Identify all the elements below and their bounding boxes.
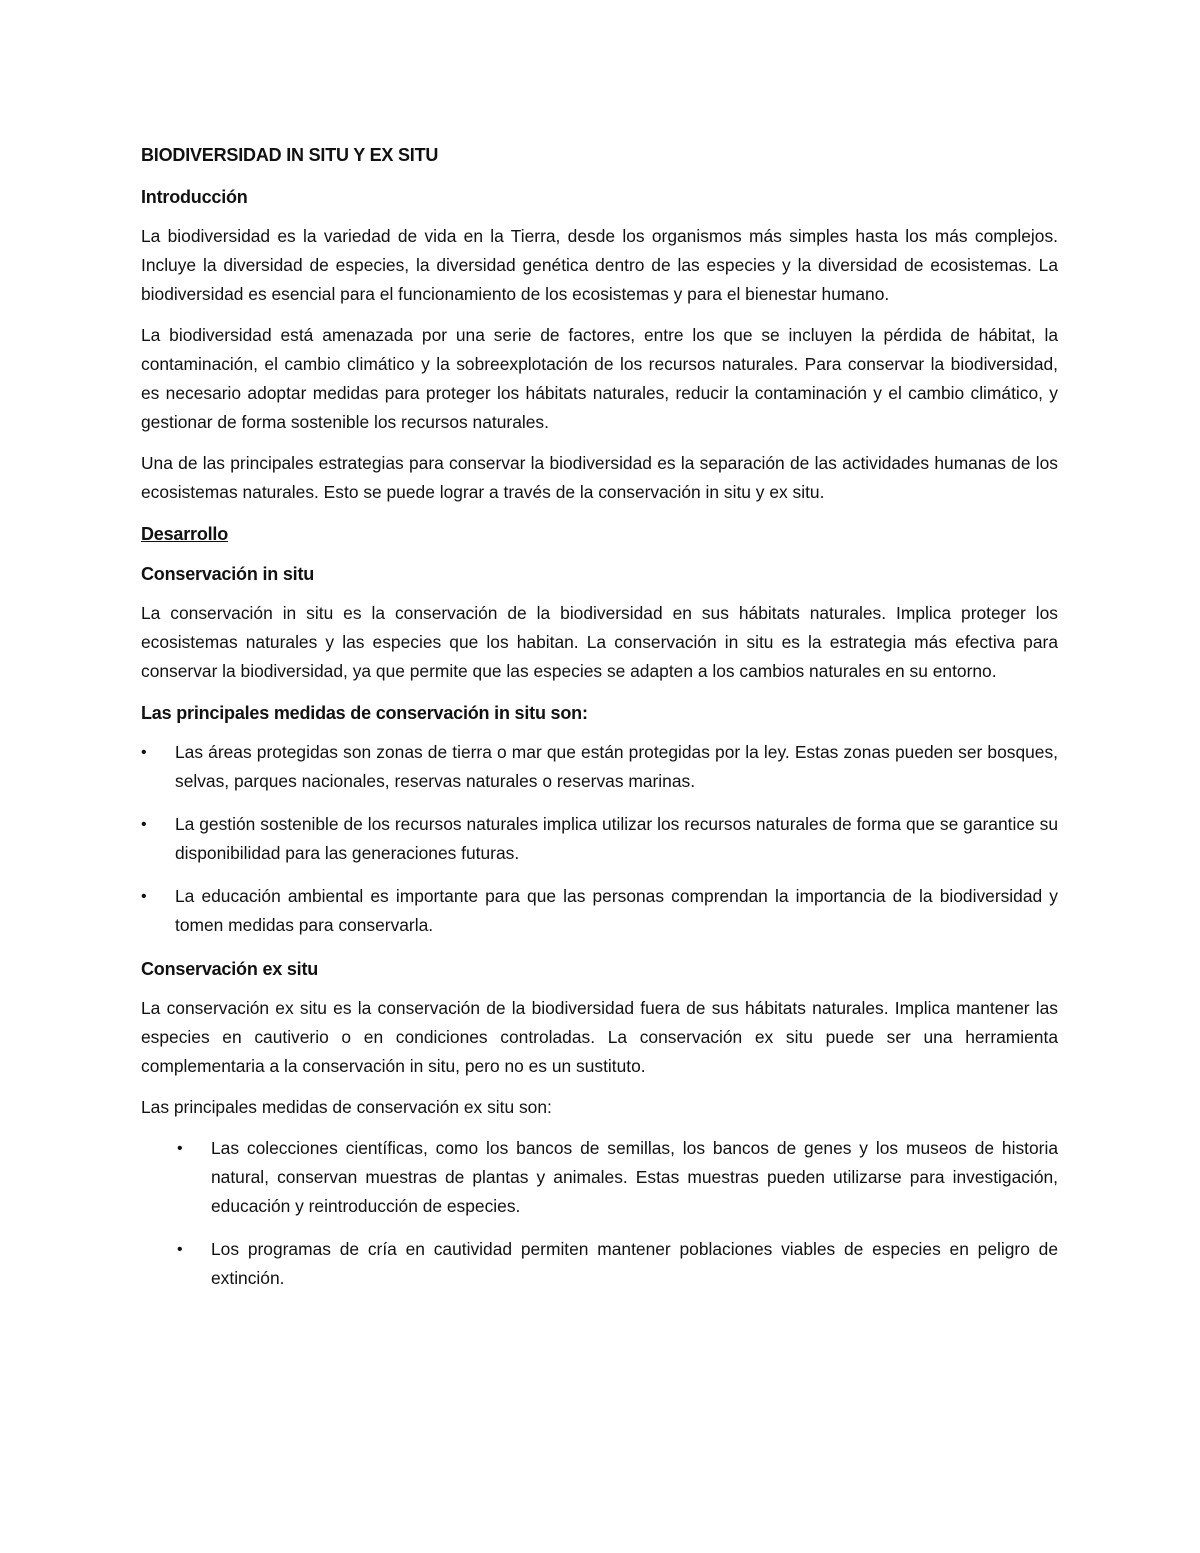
- intro-paragraph: Una de las principales estrategias para conservar la biodiversidad es la separación de las actividades humanas de los ecosistemas naturales. Esto se puede lograr a través de la conservación in situ y ex situ.: [141, 453, 1058, 502]
- list-item: [141, 810, 1058, 868]
- development-heading: Desarrollo: [141, 524, 229, 544]
- intro-paragraph: La biodiversidad está amenazada por una serie de factores, entre los que se incluyen la pérdida de hábitat, la contaminación, el cambio climático y la sobreexplotación de los recursos naturales. Para conservar la biodiversidad, es necesario adoptar medidas para proteger los hábitats naturales, reducir la contaminación y el cambio climático, y gestionar de forma sostenible los recursos naturales.: [141, 325, 1058, 432]
- bullet-icon: •: [141, 744, 147, 761]
- in-situ-heading: Conservación in situ: [141, 564, 315, 584]
- list-item: [141, 738, 1058, 796]
- list-item: [141, 1235, 1058, 1293]
- in-situ-paragraph: La conservación in situ es la conservación de la biodiversidad en sus hábitats naturales. Implica proteger los ecosistemas naturales y las especies que los habitan. La conservación in situ es la estrategia más efectiva para conservar la biodiversidad, ya que permite que las especies se adapten a los cambios naturales en su entorno.: [141, 603, 1058, 681]
- ex-situ-measures-intro: Las principales medidas de conservación ex situ son:: [141, 1097, 552, 1117]
- ex-situ-measures-list: [141, 1134, 1058, 1293]
- in-situ-measures-list: [141, 738, 1058, 940]
- list-item-text: La educación ambiental es importante para que las personas comprendan la importancia de la biodiversidad y tomen medidas para conservarla.: [175, 886, 1058, 935]
- list-item-text: La gestión sostenible de los recursos naturales implica utilizar los recursos naturales de forma que se garantice su disponibilidad para las generaciones futuras.: [175, 814, 1058, 863]
- list-item-text: Las colecciones científicas, como los bancos de semillas, los bancos de genes y los museos de historia natural, conservan muestras de plantas y animales. Estas muestras pueden utilizarse para investigación, educación y reintroducción de especies.: [211, 1138, 1058, 1216]
- document-title: BIODIVERSIDAD IN SITU Y EX SITU: [141, 145, 439, 165]
- document-page: [141, 140, 1058, 1307]
- ex-situ-heading: Conservación ex situ: [141, 959, 319, 979]
- bullet-icon: •: [177, 1140, 183, 1157]
- list-item: [141, 882, 1058, 940]
- intro-heading: Introducción: [141, 187, 248, 207]
- list-item-text: Las áreas protegidas son zonas de tierra o mar que están protegidas por la ley. Estas zonas pueden ser bosques, selvas, parques nacionales, reservas naturales o reservas marinas.: [175, 742, 1058, 791]
- intro-paragraph: La biodiversidad es la variedad de vida en la Tierra, desde los organismos más simples hasta los más complejos. Incluye la diversidad de especies, la diversidad genética dentro de las especies y la diversidad de ecosistemas. La biodiversidad es esencial para el funcionamiento de los ecosistemas y para el bienestar humano.: [141, 226, 1058, 304]
- bullet-icon: •: [177, 1241, 183, 1258]
- bullet-icon: •: [141, 888, 147, 905]
- ex-situ-paragraph: La conservación ex situ es la conservación de la biodiversidad fuera de sus hábitats naturales. Implica mantener las especies en cautiverio o en condiciones controladas. La conservación ex situ puede ser una herramienta complementaria a la conservación in situ, pero no es un sustituto.: [141, 998, 1058, 1076]
- list-item-text: Los programas de cría en cautividad permiten mantener poblaciones viables de especies en peligro de extinción.: [211, 1239, 1058, 1288]
- in-situ-measures-heading: Las principales medidas de conservación in situ son:: [141, 703, 588, 723]
- bullet-icon: •: [141, 816, 147, 833]
- list-item: [141, 1134, 1058, 1221]
